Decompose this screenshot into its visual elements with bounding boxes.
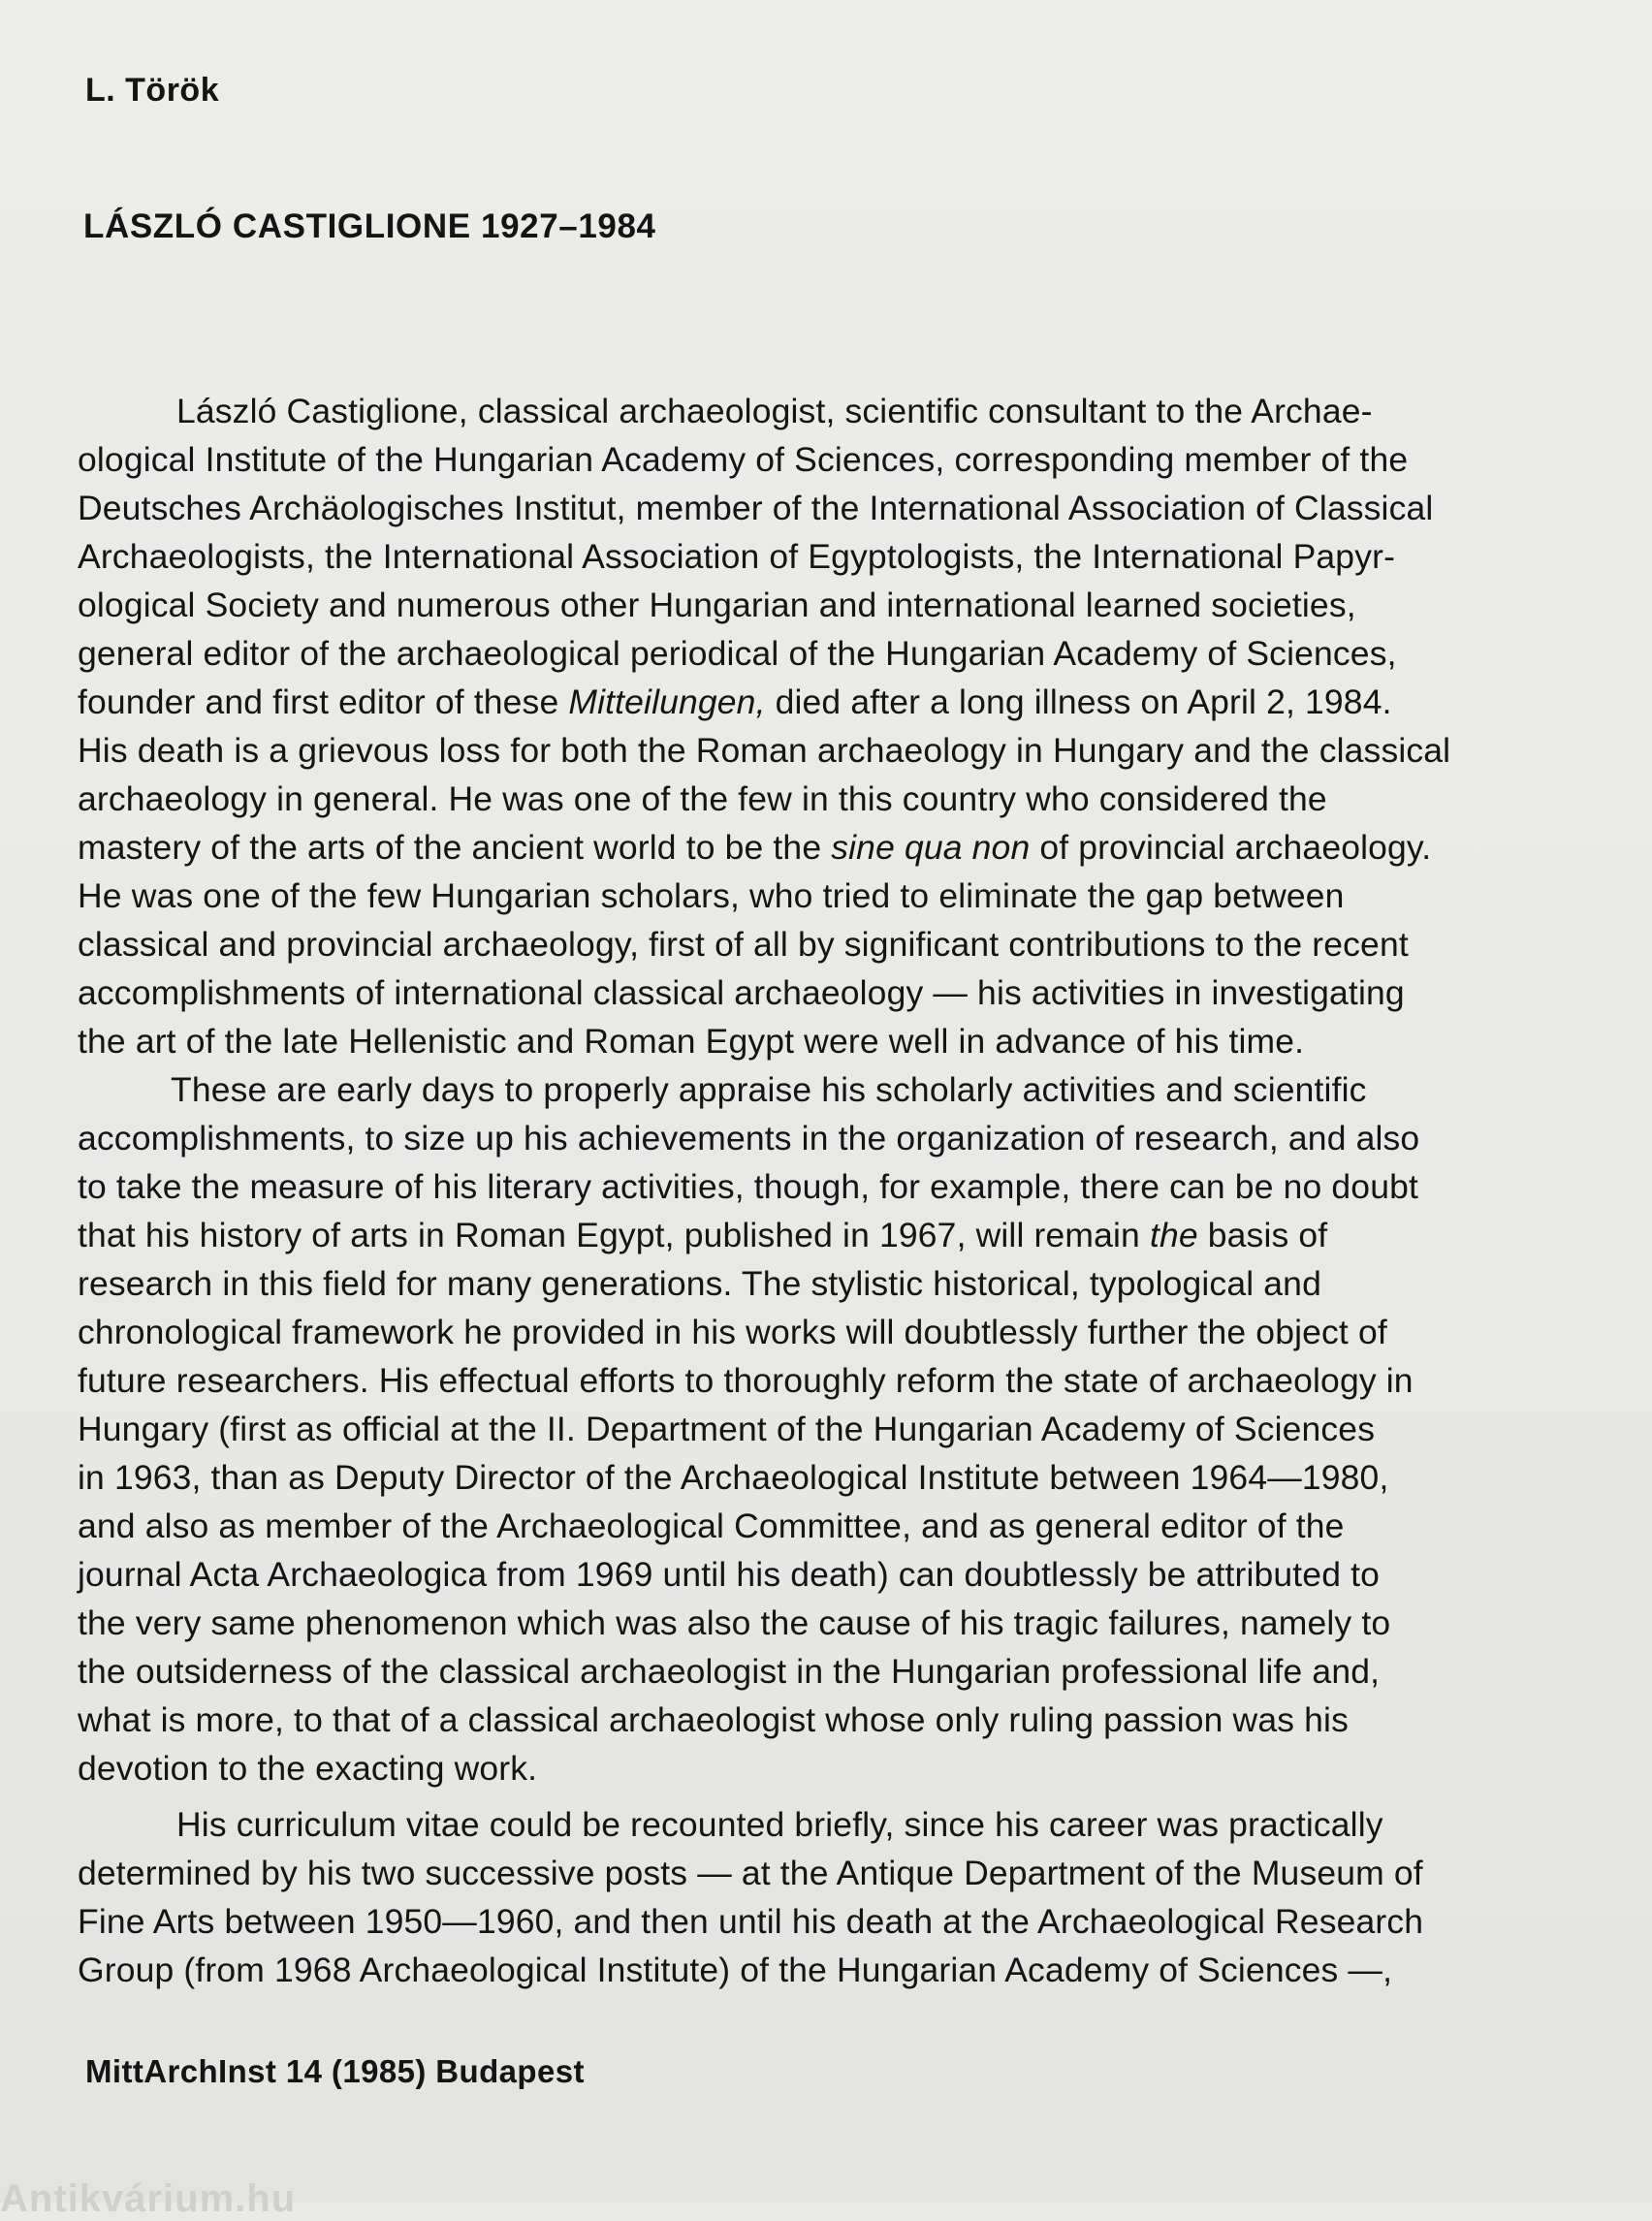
body-line: His death is a grievous loss for both the Roman archaeology in Hungary and the classical (78, 731, 1451, 770)
body-line (78, 1216, 1327, 1254)
body-line: His curriculum vitae could be recounted briefly, since his career was practically (176, 1805, 1383, 1844)
body-line-text: basis of (1197, 1216, 1328, 1254)
body-line: general editor of the archaeological periodical of the Hungarian Academy of Sciences, (78, 634, 1397, 673)
body-line-text: of provincial archaeology. (1030, 828, 1432, 867)
italic-sine-qua-non: sine qua non (831, 828, 1031, 867)
body-line: the outsiderness of the classical archaeologist in the Hungarian professional life and, (78, 1652, 1381, 1691)
body-line: He was one of the few Hungarian scholars, who tried to eliminate the gap between (78, 876, 1345, 915)
italic-mitteilungen: Mitteilungen, (568, 682, 766, 721)
body-line: research in this field for many generations. The stylistic historical, typological and (78, 1264, 1321, 1303)
body-line-text: founder and first editor of these (78, 682, 569, 721)
body-line: to take the measure of his literary activities, though, for example, there can be no doubt (78, 1167, 1418, 1206)
body-line-text: mastery of the arts of the ancient world to be the (78, 828, 832, 867)
article-title: LÁSZLÓ CASTIGLIONE 1927–1984 (83, 207, 656, 245)
body-line: Deutsches Archäologisches Institut, member of the International Association of Classical (78, 489, 1434, 527)
body-line: Group (from 1968 Archaeological Institute) of the Hungarian Academy of Sciences —, (78, 1951, 1393, 1989)
body-line: journal Acta Archaeologica from 1969 until his death) can doubtlessly be attributed to (78, 1555, 1381, 1594)
body-line: Archaeologists, the International Association of Egyptologists, the International Papyr- (78, 537, 1396, 576)
body-line: what is more, to that of a classical archaeologist whose only ruling passion was his (78, 1700, 1349, 1739)
body-line: László Castiglione, classical archaeologist, scientific consultant to the Archae- (176, 392, 1373, 430)
watermark: Antikvárium.hu (0, 2177, 297, 2220)
body-line (78, 828, 1431, 867)
body-line: Hungary (first as official at the II. Department of the Hungarian Academy of Sciences (78, 1410, 1376, 1448)
body-line: chronological framework he provided in his works will doubtlessly further the object of (78, 1313, 1387, 1351)
italic-the: the (1149, 1216, 1198, 1254)
body-line-text: died after a long illness on April 2, 1984. (765, 682, 1392, 721)
body-line: classical and provincial archaeology, first of all by significant contributions to the recent (78, 925, 1409, 964)
body-line: These are early days to properly appraise his scholarly activities and scientific (171, 1070, 1367, 1109)
body-line: the very same phenomenon which was also the cause of his tragic failures, namely to (78, 1603, 1391, 1642)
body-line: and also as member of the Archaeological Committee, and as general editor of the (78, 1507, 1345, 1545)
body-line: future researchers. His effectual efforts to thoroughly reform the state of archaeology in (78, 1361, 1414, 1400)
body-line: in 1963, than as Deputy Director of the Archaeological Institute between 1964—1980, (78, 1458, 1389, 1497)
body-line (78, 682, 1392, 721)
body-line: accomplishments, to size up his achievements in the organization of research, and also (78, 1119, 1420, 1158)
body-line: archaeology in general. He was one of the few in this country who considered the (78, 779, 1327, 818)
body-line: determined by his two successive posts — at the Antique Department of the Museum of (78, 1854, 1423, 1892)
body-line: devotion to the exacting work. (78, 1749, 538, 1788)
journal-citation: MittArchInst 14 (1985) Budapest (85, 2053, 585, 2089)
body-line-text: that his history of arts in Roman Egypt, published in 1967, will remain (78, 1216, 1150, 1254)
body-line: Fine Arts between 1950—1960, and then until his death at the Archaeological Research (78, 1902, 1424, 1941)
body-line: the art of the late Hellenistic and Roman Egypt were well in advance of his time. (78, 1022, 1305, 1061)
author-name: L. Török (85, 72, 220, 109)
body-line: ological Society and numerous other Hungarian and international learned societies, (78, 586, 1356, 624)
body-line: accomplishments of international classical archaeology — his activities in investigating (78, 973, 1405, 1012)
body-line: ological Institute of the Hungarian Academy of Sciences, corresponding member of the (78, 440, 1409, 479)
